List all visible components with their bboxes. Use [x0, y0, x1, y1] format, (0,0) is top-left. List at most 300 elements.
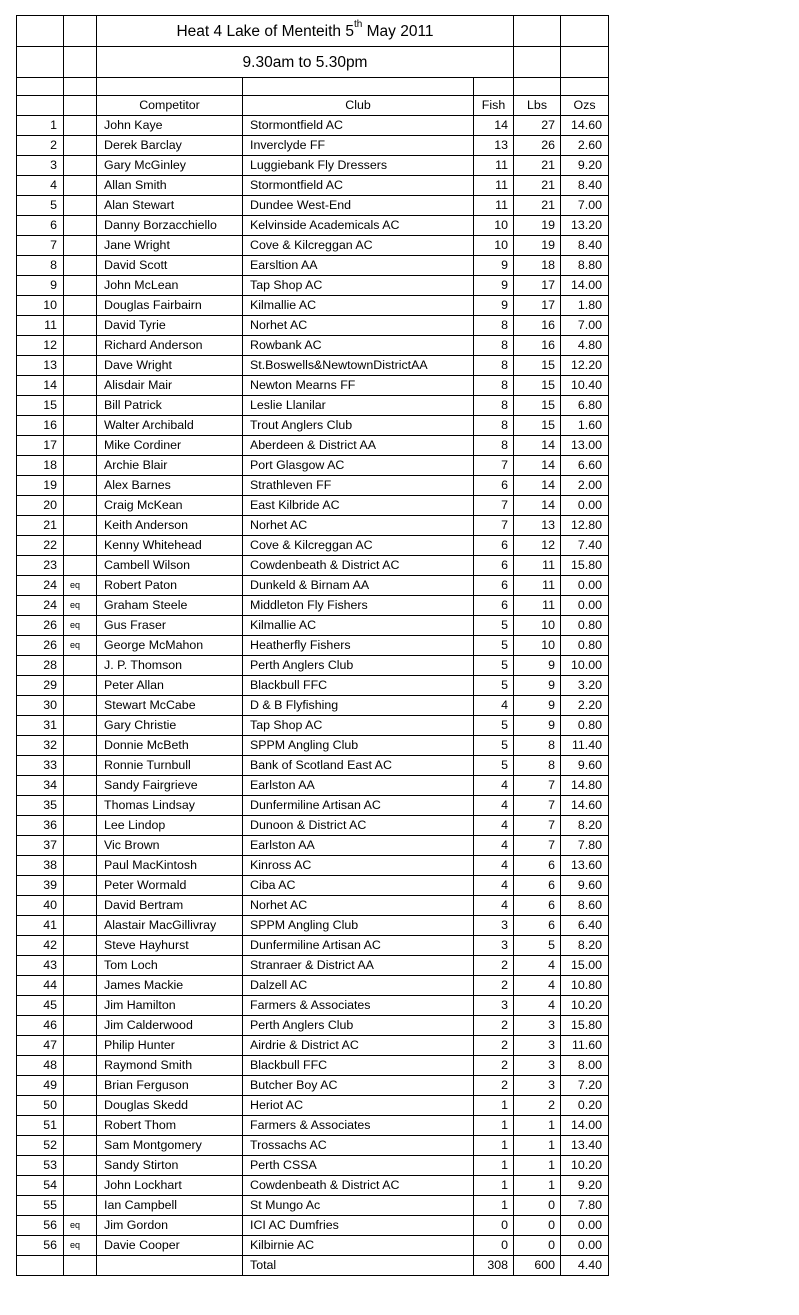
fish-cell: 5	[474, 716, 514, 736]
col-header-competitor: Competitor	[97, 96, 243, 116]
competitor-cell: Gary Christie	[97, 716, 243, 736]
equal-marker-cell	[64, 436, 97, 456]
total-lbs: 600	[514, 1256, 561, 1276]
competitor-cell: Alex Barnes	[97, 476, 243, 496]
club-cell: Leslie Llanilar	[243, 396, 474, 416]
position-cell: 34	[17, 776, 64, 796]
position-cell: 6	[17, 216, 64, 236]
competitor-cell: Sandy Fairgrieve	[97, 776, 243, 796]
competitor-cell: David Bertram	[97, 896, 243, 916]
position-cell: 56	[17, 1216, 64, 1236]
position-cell: 33	[17, 756, 64, 776]
club-cell: Trossachs AC	[243, 1136, 474, 1156]
equal-marker-cell	[64, 1196, 97, 1216]
lbs-cell: 7	[514, 776, 561, 796]
position-cell: 23	[17, 556, 64, 576]
fish-cell: 7	[474, 456, 514, 476]
ozs-cell: 10.20	[561, 1156, 609, 1176]
ozs-cell: 7.00	[561, 316, 609, 336]
ozs-cell: 9.20	[561, 1176, 609, 1196]
club-cell: Ciba AC	[243, 876, 474, 896]
club-cell: Kilmallie AC	[243, 616, 474, 636]
equal-marker-cell	[64, 156, 97, 176]
table-row	[17, 496, 609, 516]
table-row	[17, 236, 609, 256]
club-cell: Dunkeld & Birnam AA	[243, 576, 474, 596]
col-header-fish: Fish	[474, 96, 514, 116]
lbs-cell: 14	[514, 436, 561, 456]
position-cell: 10	[17, 296, 64, 316]
competitor-cell: Ian Campbell	[97, 1196, 243, 1216]
fish-cell: 1	[474, 1196, 514, 1216]
competitor-cell: Gus Fraser	[97, 616, 243, 636]
club-cell: Blackbull FFC	[243, 1056, 474, 1076]
club-cell: Earsltion AA	[243, 256, 474, 276]
subtitle-row	[17, 47, 609, 78]
ozs-cell: 8.60	[561, 896, 609, 916]
club-cell: Perth CSSA	[243, 1156, 474, 1176]
lbs-cell: 6	[514, 876, 561, 896]
lbs-cell: 11	[514, 576, 561, 596]
fish-cell: 11	[474, 176, 514, 196]
competitor-cell: Walter Archibald	[97, 416, 243, 436]
fish-cell: 5	[474, 636, 514, 656]
club-cell: Cowdenbeath & District AC	[243, 556, 474, 576]
table-row	[17, 396, 609, 416]
competitor-cell: Douglas Skedd	[97, 1096, 243, 1116]
competitor-cell: Gary McGinley	[97, 156, 243, 176]
ozs-cell: 7.40	[561, 536, 609, 556]
club-cell: ICI AC Dumfries	[243, 1216, 474, 1236]
lbs-cell: 21	[514, 156, 561, 176]
equal-marker-cell	[64, 236, 97, 256]
lbs-cell: 13	[514, 516, 561, 536]
club-cell: Rowbank AC	[243, 336, 474, 356]
equal-marker-cell	[64, 1096, 97, 1116]
ozs-cell: 7.80	[561, 836, 609, 856]
fish-cell: 4	[474, 796, 514, 816]
fish-cell: 13	[474, 136, 514, 156]
fish-cell: 8	[474, 316, 514, 336]
competitor-cell: Raymond Smith	[97, 1056, 243, 1076]
position-cell: 53	[17, 1156, 64, 1176]
club-cell: St Mungo Ac	[243, 1196, 474, 1216]
equal-marker-cell	[64, 276, 97, 296]
competitor-cell: Peter Wormald	[97, 876, 243, 896]
equal-marker-cell	[64, 516, 97, 536]
ozs-cell: 12.20	[561, 356, 609, 376]
club-cell: Norhet AC	[243, 896, 474, 916]
competitor-cell: Danny Borzacchiello	[97, 216, 243, 236]
ozs-cell: 8.80	[561, 256, 609, 276]
table-row	[17, 996, 609, 1016]
equal-marker-cell	[64, 176, 97, 196]
club-cell: Strathleven FF	[243, 476, 474, 496]
equal-marker-cell	[64, 256, 97, 276]
lbs-cell: 1	[514, 1116, 561, 1136]
equal-marker-cell	[64, 336, 97, 356]
club-cell: Cove & Kilcreggan AC	[243, 536, 474, 556]
competitor-cell: J. P. Thomson	[97, 656, 243, 676]
fish-cell: 6	[474, 476, 514, 496]
competitor-cell: Jim Calderwood	[97, 1016, 243, 1036]
ozs-cell: 2.60	[561, 136, 609, 156]
table-row	[17, 836, 609, 856]
fish-cell: 1	[474, 1116, 514, 1136]
equal-marker-cell	[64, 1036, 97, 1056]
fish-cell: 11	[474, 196, 514, 216]
ozs-cell: 14.60	[561, 796, 609, 816]
club-cell: Norhet AC	[243, 316, 474, 336]
equal-marker-cell	[64, 836, 97, 856]
club-cell: Airdrie & District AC	[243, 1036, 474, 1056]
ozs-cell: 1.80	[561, 296, 609, 316]
ozs-cell: 3.20	[561, 676, 609, 696]
ozs-cell: 10.40	[561, 376, 609, 396]
club-cell: Port Glasgow AC	[243, 456, 474, 476]
lbs-cell: 2	[514, 1096, 561, 1116]
ozs-cell: 8.20	[561, 936, 609, 956]
lbs-cell: 6	[514, 896, 561, 916]
lbs-cell: 15	[514, 356, 561, 376]
lbs-cell: 16	[514, 336, 561, 356]
position-cell: 28	[17, 656, 64, 676]
column-header-row	[17, 96, 609, 116]
competitor-cell: Graham Steele	[97, 596, 243, 616]
ozs-cell: 0.00	[561, 576, 609, 596]
position-cell: 42	[17, 936, 64, 956]
fish-cell: 4	[474, 896, 514, 916]
club-cell: Cove & Kilcreggan AC	[243, 236, 474, 256]
competitor-cell: Paul MacKintosh	[97, 856, 243, 876]
fish-cell: 7	[474, 496, 514, 516]
fish-cell: 7	[474, 516, 514, 536]
table-row	[17, 1096, 609, 1116]
position-cell: 41	[17, 916, 64, 936]
ozs-cell: 0.80	[561, 716, 609, 736]
equal-marker-cell	[64, 116, 97, 136]
table-row	[17, 936, 609, 956]
lbs-cell: 15	[514, 416, 561, 436]
position-cell: 21	[17, 516, 64, 536]
fish-cell: 2	[474, 956, 514, 976]
equal-marker-cell	[64, 1016, 97, 1036]
club-cell: Stranraer & District AA	[243, 956, 474, 976]
competitor-cell: Donnie McBeth	[97, 736, 243, 756]
equal-marker-cell	[64, 856, 97, 876]
competitor-cell: Alisdair Mair	[97, 376, 243, 396]
lbs-cell: 9	[514, 676, 561, 696]
lbs-cell: 14	[514, 456, 561, 476]
table-row	[17, 896, 609, 916]
table-row	[17, 1216, 609, 1236]
competitor-cell: Davie Cooper	[97, 1236, 243, 1256]
fish-cell: 4	[474, 876, 514, 896]
equal-marker-cell	[64, 916, 97, 936]
club-cell: Tap Shop AC	[243, 716, 474, 736]
ozs-cell: 13.20	[561, 216, 609, 236]
fish-cell: 3	[474, 916, 514, 936]
competitor-cell: Brian Ferguson	[97, 1076, 243, 1096]
fish-cell: 4	[474, 696, 514, 716]
ozs-cell: 14.00	[561, 1116, 609, 1136]
table-row	[17, 876, 609, 896]
equal-marker-cell	[64, 396, 97, 416]
table-row	[17, 456, 609, 476]
table-row	[17, 1076, 609, 1096]
fish-cell: 4	[474, 776, 514, 796]
equal-marker-cell	[64, 196, 97, 216]
equal-marker-cell	[64, 776, 97, 796]
table-row	[17, 436, 609, 456]
competitor-cell: Lee Lindop	[97, 816, 243, 836]
table-row	[17, 616, 609, 636]
lbs-cell: 16	[514, 316, 561, 336]
table-row	[17, 216, 609, 236]
competitor-cell: Douglas Fairbairn	[97, 296, 243, 316]
lbs-cell: 26	[514, 136, 561, 156]
table-row	[17, 296, 609, 316]
fish-cell: 5	[474, 616, 514, 636]
equal-marker-cell	[64, 976, 97, 996]
results-table	[16, 15, 609, 1276]
total-ozs: 4.40	[561, 1256, 609, 1276]
ozs-cell: 14.80	[561, 776, 609, 796]
equal-marker-cell	[64, 1076, 97, 1096]
fish-cell: 9	[474, 296, 514, 316]
position-cell: 26	[17, 616, 64, 636]
equal-marker-cell	[64, 316, 97, 336]
table-row	[17, 556, 609, 576]
table-row	[17, 696, 609, 716]
fish-cell: 2	[474, 976, 514, 996]
table-row	[17, 196, 609, 216]
table-row	[17, 1196, 609, 1216]
competitor-cell: George McMahon	[97, 636, 243, 656]
equal-marker-cell	[64, 716, 97, 736]
table-row	[17, 336, 609, 356]
equal-marker-cell	[64, 356, 97, 376]
equal-marker-cell	[64, 456, 97, 476]
lbs-cell: 1	[514, 1156, 561, 1176]
table-row	[17, 476, 609, 496]
competitor-cell: Jim Gordon	[97, 1216, 243, 1236]
equal-marker-cell	[64, 696, 97, 716]
equal-marker-cell	[64, 1156, 97, 1176]
lbs-cell: 17	[514, 296, 561, 316]
lbs-cell: 8	[514, 756, 561, 776]
club-cell: Newton Mearns FF	[243, 376, 474, 396]
equal-marker-cell	[64, 756, 97, 776]
lbs-cell: 10	[514, 636, 561, 656]
equal-marker-cell	[64, 1056, 97, 1076]
total-blank-cell	[64, 1256, 97, 1276]
position-cell: 44	[17, 976, 64, 996]
position-cell: 15	[17, 396, 64, 416]
ozs-cell: 9.60	[561, 756, 609, 776]
equal-marker-cell	[64, 656, 97, 676]
ozs-cell: 4.80	[561, 336, 609, 356]
competitor-cell: Vic Brown	[97, 836, 243, 856]
equal-marker-cell: eq	[64, 616, 97, 636]
position-cell: 50	[17, 1096, 64, 1116]
club-cell: Farmers & Associates	[243, 996, 474, 1016]
lbs-cell: 1	[514, 1176, 561, 1196]
competitor-cell: Jim Hamilton	[97, 996, 243, 1016]
ozs-cell: 8.40	[561, 236, 609, 256]
competitor-cell: Steve Hayhurst	[97, 936, 243, 956]
ozs-cell: 7.20	[561, 1076, 609, 1096]
lbs-cell: 6	[514, 916, 561, 936]
club-cell: Earlston AA	[243, 836, 474, 856]
page-title: Heat 4 Lake of Menteith 5th May 2011	[97, 16, 514, 47]
lbs-cell: 9	[514, 656, 561, 676]
club-cell: Earlston AA	[243, 776, 474, 796]
fish-cell: 14	[474, 116, 514, 136]
competitor-cell: Bill Patrick	[97, 396, 243, 416]
ozs-cell: 0.00	[561, 1236, 609, 1256]
equal-marker-cell	[64, 956, 97, 976]
lbs-cell: 5	[514, 936, 561, 956]
competitor-cell: Archie Blair	[97, 456, 243, 476]
position-cell: 8	[17, 256, 64, 276]
competitor-cell: Ronnie Turnbull	[97, 756, 243, 776]
lbs-cell: 4	[514, 956, 561, 976]
position-cell: 48	[17, 1056, 64, 1076]
table-row	[17, 1016, 609, 1036]
fish-cell: 9	[474, 256, 514, 276]
club-cell: Dunoon & District AC	[243, 816, 474, 836]
position-cell: 11	[17, 316, 64, 336]
equal-marker-cell	[64, 376, 97, 396]
position-cell: 2	[17, 136, 64, 156]
competitor-cell: David Scott	[97, 256, 243, 276]
competitor-cell: Dave Wright	[97, 356, 243, 376]
position-cell: 54	[17, 1176, 64, 1196]
position-cell: 29	[17, 676, 64, 696]
total-blank-cell	[97, 1256, 243, 1276]
position-cell: 16	[17, 416, 64, 436]
lbs-cell: 19	[514, 216, 561, 236]
lbs-cell: 4	[514, 996, 561, 1016]
position-cell: 24	[17, 576, 64, 596]
lbs-cell: 0	[514, 1216, 561, 1236]
fish-cell: 8	[474, 356, 514, 376]
ozs-cell: 10.80	[561, 976, 609, 996]
ozs-cell: 7.00	[561, 196, 609, 216]
equal-marker-cell	[64, 936, 97, 956]
lbs-cell: 1	[514, 1136, 561, 1156]
lbs-cell: 3	[514, 1056, 561, 1076]
lbs-cell: 3	[514, 1076, 561, 1096]
position-cell: 49	[17, 1076, 64, 1096]
position-cell: 7	[17, 236, 64, 256]
club-cell: Aberdeen & District AA	[243, 436, 474, 456]
ozs-cell: 13.00	[561, 436, 609, 456]
position-cell: 37	[17, 836, 64, 856]
competitor-cell: Robert Thom	[97, 1116, 243, 1136]
fish-cell: 4	[474, 816, 514, 836]
spacer-row	[17, 78, 609, 96]
club-cell: Farmers & Associates	[243, 1116, 474, 1136]
competitor-cell: John McLean	[97, 276, 243, 296]
table-row	[17, 276, 609, 296]
position-cell: 17	[17, 436, 64, 456]
fish-cell: 0	[474, 1236, 514, 1256]
position-cell: 55	[17, 1196, 64, 1216]
fish-cell: 6	[474, 576, 514, 596]
competitor-cell: Allan Smith	[97, 176, 243, 196]
ozs-cell: 11.60	[561, 1036, 609, 1056]
club-cell: D & B Flyfishing	[243, 696, 474, 716]
equal-marker-cell	[64, 1136, 97, 1156]
table-row	[17, 1176, 609, 1196]
fish-cell: 1	[474, 1176, 514, 1196]
lbs-cell: 12	[514, 536, 561, 556]
ozs-cell: 0.80	[561, 616, 609, 636]
position-cell: 38	[17, 856, 64, 876]
fish-cell: 0	[474, 1216, 514, 1236]
position-cell: 26	[17, 636, 64, 656]
table-row	[17, 976, 609, 996]
equal-marker-cell	[64, 736, 97, 756]
position-cell: 56	[17, 1236, 64, 1256]
ozs-cell: 10.20	[561, 996, 609, 1016]
lbs-cell: 11	[514, 596, 561, 616]
fish-cell: 11	[474, 156, 514, 176]
equal-marker-cell	[64, 556, 97, 576]
position-cell: 24	[17, 596, 64, 616]
club-cell: Luggiebank Fly Dressers	[243, 156, 474, 176]
fish-cell: 6	[474, 596, 514, 616]
lbs-cell: 9	[514, 696, 561, 716]
ozs-cell: 9.60	[561, 876, 609, 896]
competitor-cell: Thomas Lindsay	[97, 796, 243, 816]
lbs-cell: 3	[514, 1016, 561, 1036]
ozs-cell: 0.00	[561, 596, 609, 616]
position-cell: 19	[17, 476, 64, 496]
fish-cell: 1	[474, 1156, 514, 1176]
competitor-cell: Keith Anderson	[97, 516, 243, 536]
table-row	[17, 956, 609, 976]
lbs-cell: 8	[514, 736, 561, 756]
table-row	[17, 316, 609, 336]
equal-marker-cell: eq	[64, 636, 97, 656]
club-cell: Kinross AC	[243, 856, 474, 876]
ozs-cell: 2.00	[561, 476, 609, 496]
table-row	[17, 676, 609, 696]
position-cell: 18	[17, 456, 64, 476]
ozs-cell: 8.00	[561, 1056, 609, 1076]
equal-marker-cell: eq	[64, 596, 97, 616]
club-cell: Dalzell AC	[243, 976, 474, 996]
competitor-cell: Mike Cordiner	[97, 436, 243, 456]
position-cell: 3	[17, 156, 64, 176]
equal-marker-cell	[64, 296, 97, 316]
lbs-cell: 14	[514, 496, 561, 516]
competitor-cell: Richard Anderson	[97, 336, 243, 356]
lbs-cell: 15	[514, 376, 561, 396]
ozs-cell: 14.60	[561, 116, 609, 136]
position-cell: 32	[17, 736, 64, 756]
position-cell: 39	[17, 876, 64, 896]
fish-cell: 5	[474, 736, 514, 756]
fish-cell: 8	[474, 376, 514, 396]
fish-cell: 10	[474, 236, 514, 256]
total-row	[17, 1256, 609, 1276]
fish-cell: 4	[474, 836, 514, 856]
position-cell: 40	[17, 896, 64, 916]
